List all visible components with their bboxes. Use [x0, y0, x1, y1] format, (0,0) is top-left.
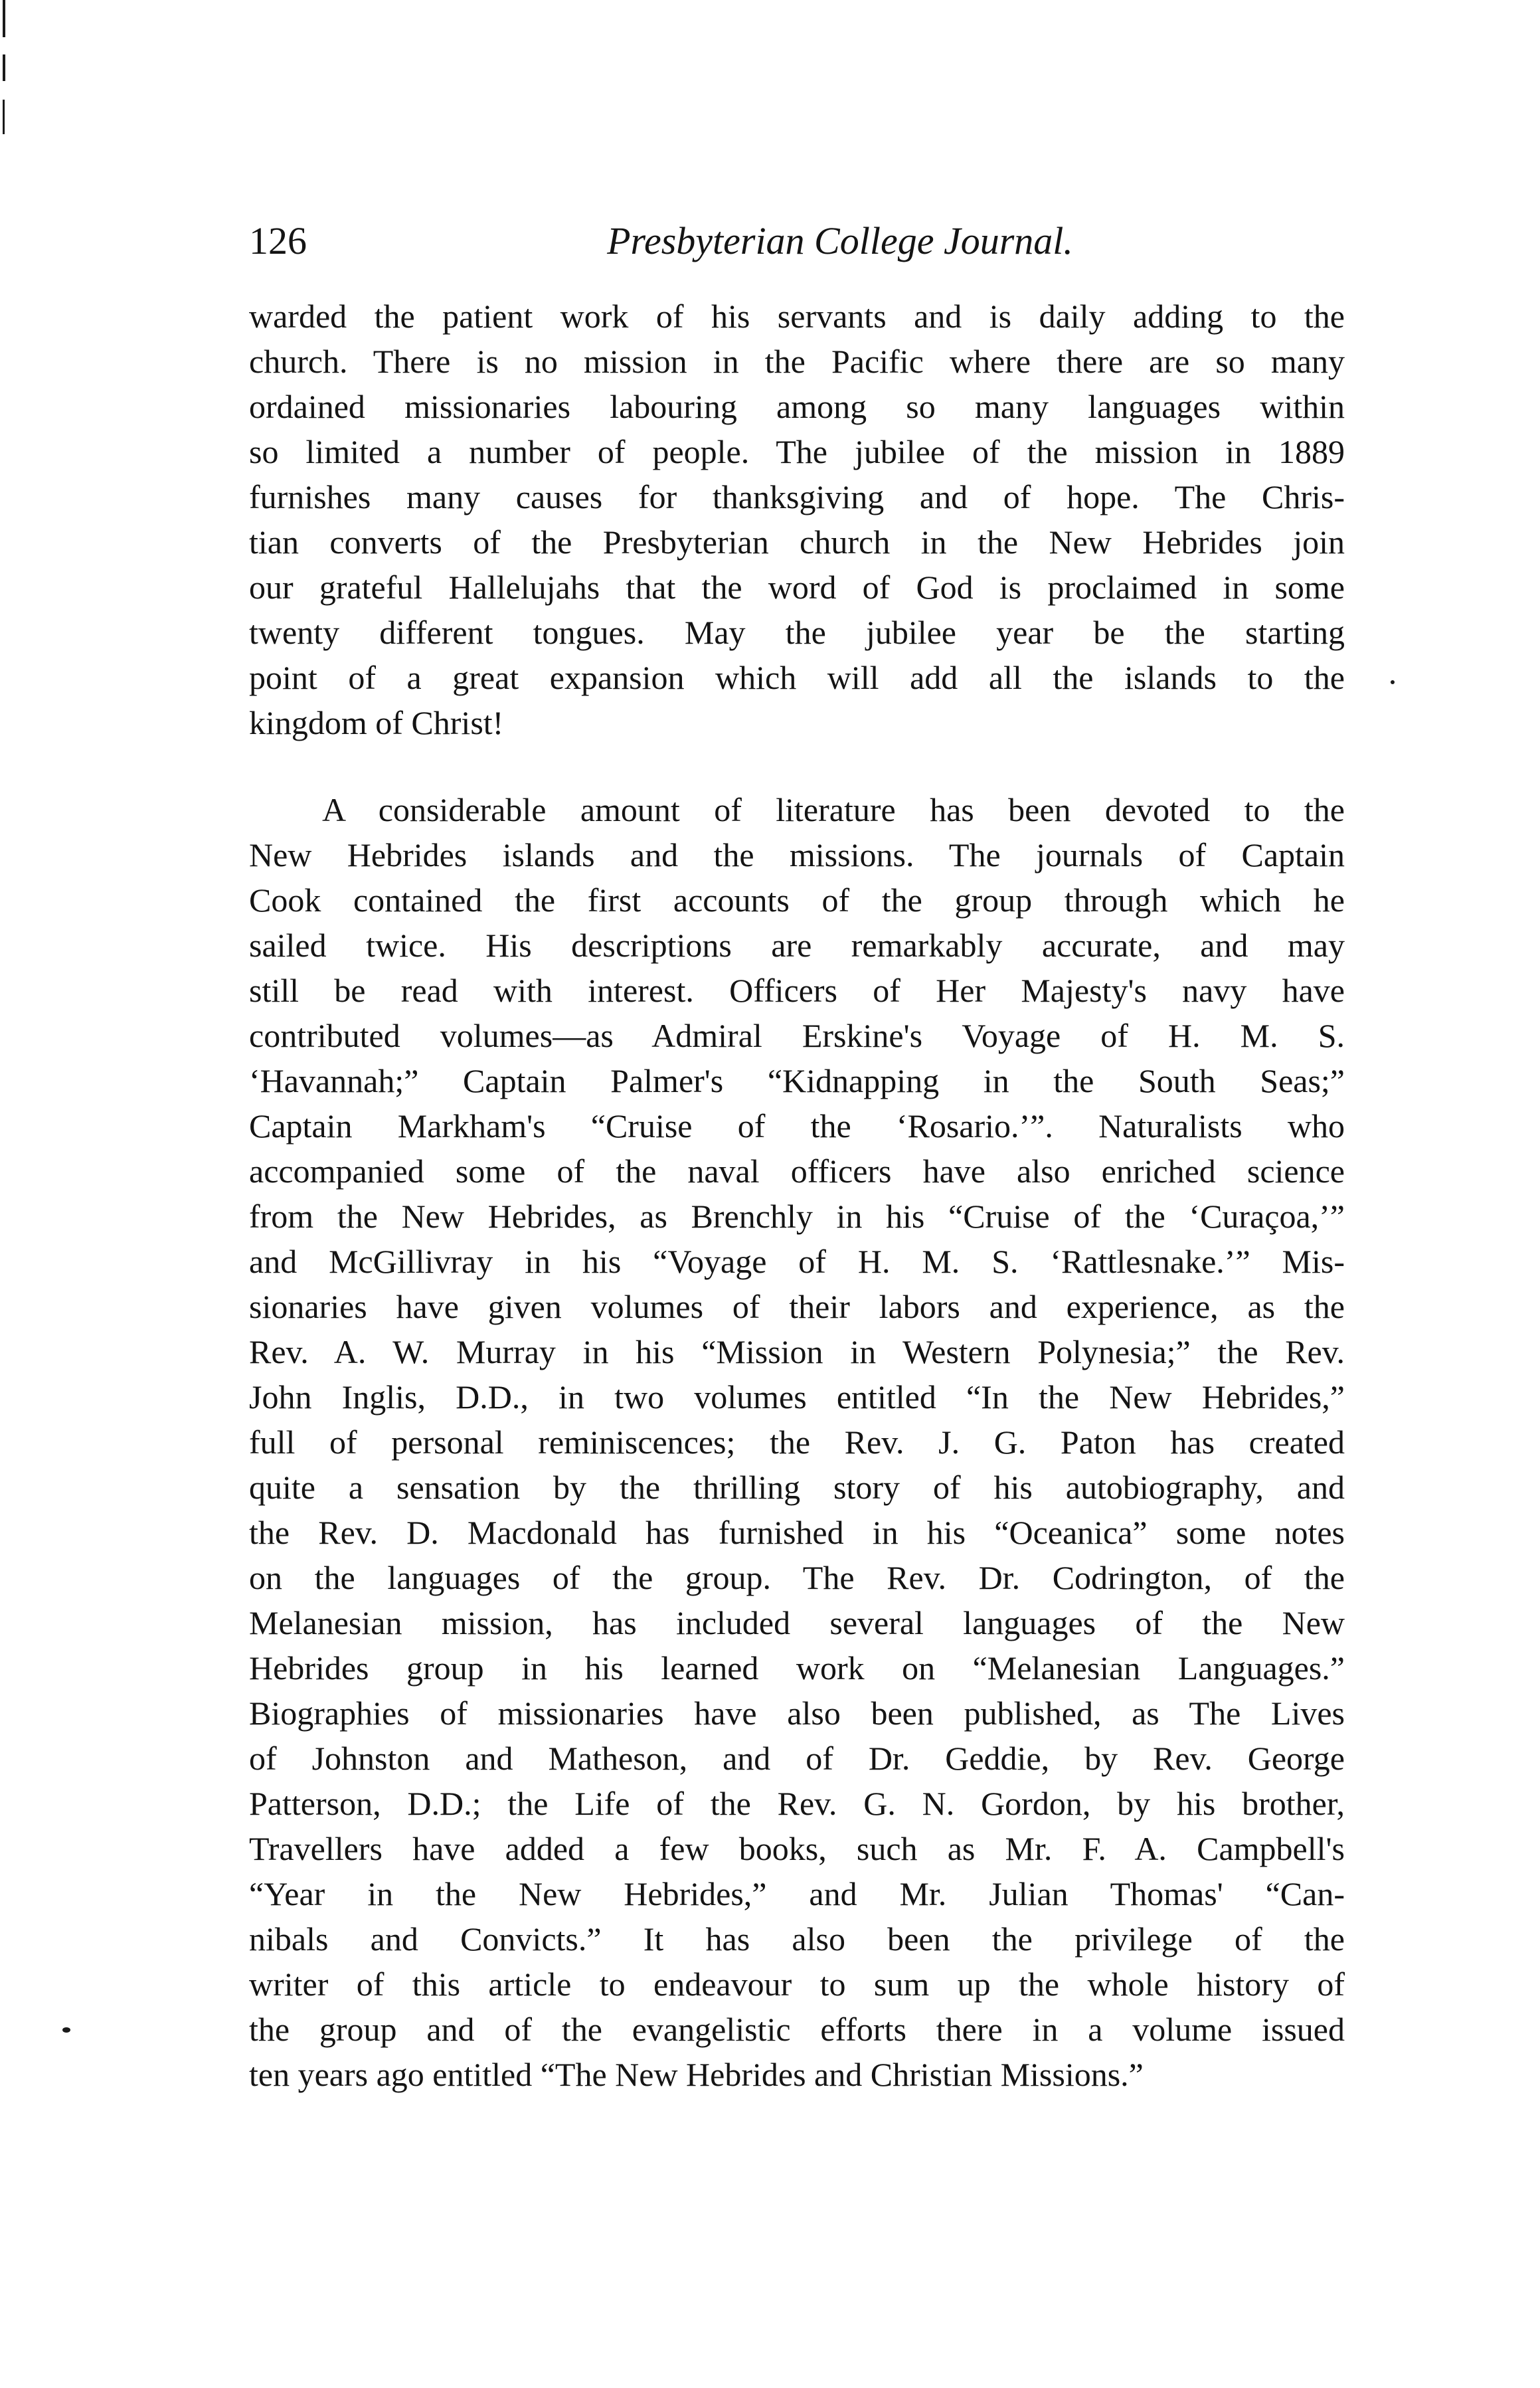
stray-ink-dot — [1391, 680, 1395, 684]
text-line: ordained missionaries labouring among so many languages within — [249, 388, 1345, 425]
text-line: kingdom of Christ! — [249, 704, 504, 741]
text-line: accompanied some of the naval officers have also enriched science — [249, 1152, 1345, 1190]
text-line: quite a sensation by the thrilling story of his autobiography, and — [249, 1469, 1345, 1506]
text-line: twenty different tongues. May the jubilee year be the starting — [249, 614, 1345, 651]
paragraph-1 — [249, 294, 1345, 745]
text-line: John Inglis, D.D., in two volumes entitled “In the New Hebrides,” — [249, 1378, 1345, 1416]
text-line: ‘Havannah;” Captain Palmer's “Kidnapping in the South Seas;” — [249, 1062, 1345, 1099]
text-line: New Hebrides islands and the missions. The journals of Captain — [249, 836, 1345, 873]
text-line: our grateful Hallelujahs that the word of God is proclaimed in some — [249, 569, 1345, 606]
text-line: Biographies of missionaries have also been published, as The Lives — [249, 1695, 1345, 1732]
text-line: so limited a number of people. The jubilee of the mission in 1889 — [249, 433, 1345, 470]
text-line: writer of this article to endeavour to sum up the whole history of — [249, 1966, 1345, 2003]
text-line: point of a great expansion which will add all the islands to the — [249, 659, 1345, 696]
page-number: 126 — [249, 219, 307, 262]
text-line: Rev. A. W. Murray in his “Mission in Western Polynesia;” the Rev. — [249, 1333, 1345, 1370]
text-line: furnishes many causes for thanksgiving and of hope. The Chris- — [249, 478, 1345, 515]
text-line: from the New Hebrides, as Brenchly in his “Cruise of the ‘Curaçoa,’” — [249, 1198, 1345, 1235]
text-line: sailed twice. His descriptions are remarkably accurate, and may — [249, 927, 1345, 964]
text-line: tian converts of the Presbyterian church in the New Hebrides join — [249, 523, 1345, 561]
text-line: of Johnston and Matheson, and of Dr. Geddie, by Rev. George — [249, 1740, 1345, 1777]
text-line: Melanesian mission, has included several languages of the New — [249, 1604, 1345, 1641]
text-line: the Rev. D. Macdonald has furnished in his “Oceanica” some notes — [249, 1514, 1345, 1551]
page-header — [249, 211, 1345, 271]
margin-mark-upper — [3, 54, 5, 81]
text-line: “Year in the New Hebrides,” and Mr. Julian Thomas' “Can- — [249, 1875, 1345, 1912]
text-line: church. There is no mission in the Pacific where there are so many — [249, 343, 1345, 380]
text-line: warded the patient work of his servants and is daily adding to the — [249, 298, 1345, 335]
text-line: Patterson, D.D.; the Life of the Rev. G. N. Gordon, by his brother, — [249, 1785, 1345, 1822]
text-line: and McGillivray in his “Voyage of H. M. S. ‘Rattlesnake.’” Mis- — [249, 1243, 1345, 1280]
text-line: full of personal reminiscences; the Rev. J. G. Paton has created — [249, 1424, 1345, 1461]
text-line: nibals and Convicts.” It has also been the privilege of the — [249, 1920, 1345, 1958]
text-line: on the languages of the group. The Rev. Dr. Codrington, of the — [249, 1559, 1345, 1596]
text-line: Captain Markham's “Cruise of the ‘Rosario.’”. Naturalists who — [249, 1107, 1345, 1145]
running-title: Presbyterian College Journal. — [607, 219, 1073, 262]
text-line: Cook contained the first accounts of the group through which he — [249, 881, 1345, 919]
text-line: the group and of the evangelistic efforts there in a volume issued — [249, 2011, 1345, 2048]
margin-mark-lower — [3, 100, 5, 134]
text-line: contributed volumes—as Admiral Erskine's Voyage of H. M. S. — [249, 1017, 1345, 1054]
margin-mark-top — [3, 0, 5, 37]
stray-ink-dot — [62, 2027, 70, 2033]
text-line: ten years ago entitled “The New Hebrides and Christian Missions.” — [249, 2056, 1144, 2093]
text-line: A considerable amount of literature has been devoted to the — [322, 791, 1345, 828]
text-line: Hebrides group in his learned work on “Melanesian Languages.” — [249, 1649, 1345, 1687]
text-line: sionaries have given volumes of their labors and experience, as the — [249, 1288, 1345, 1325]
text-line: Travellers have added a few books, such as Mr. F. A. Campbell's — [249, 1830, 1345, 1867]
text-line: still be read with interest. Officers of Her Majesty's navy have — [249, 972, 1345, 1009]
paragraph-2 — [249, 787, 1345, 2097]
